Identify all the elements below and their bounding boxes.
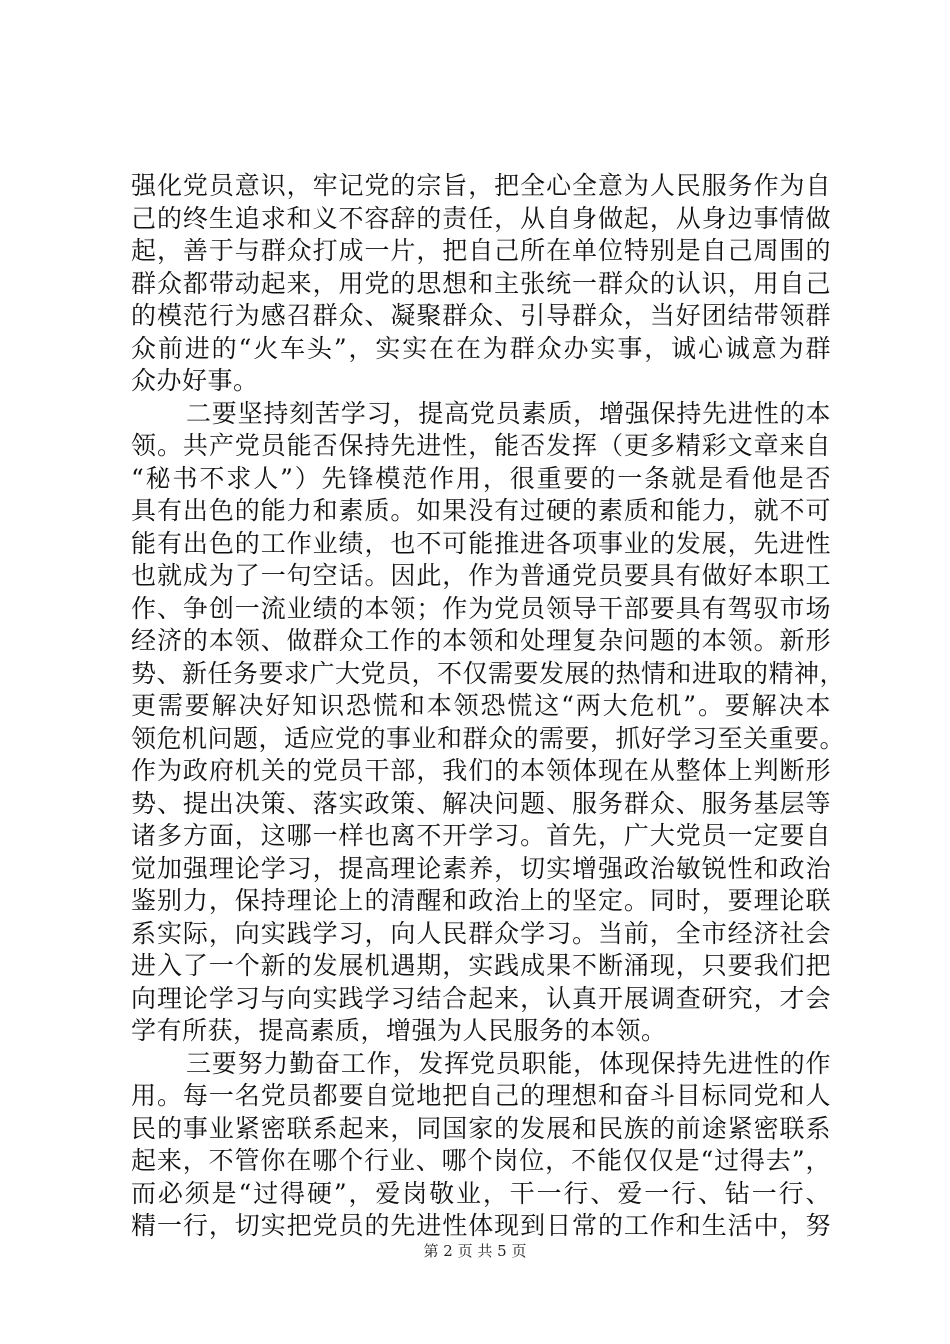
- text-line: 群众都带动起来，用党的思想和主张统一群众的认识，用自己: [131, 268, 831, 298]
- text-line: 作为政府机关的党员干部，我们的本领体现在从整体上判断形: [131, 756, 831, 785]
- body-text: [131, 170, 846, 1243]
- page-number-footer: 第 2 页 共 5 页: [423, 1242, 527, 1260]
- text-line: 势、新任务要求广大党员，不仅需要发展的热情和进取的精神，: [131, 658, 846, 688]
- paragraph-start-line: 二要坚持刻苦学习，提高党员素质，增强保持先进性的本: [186, 398, 831, 428]
- text-line: 进入了一个新的发展机遇期，实践成果不断涌现，只要我们把: [131, 951, 831, 980]
- text-line: 具有出色的能力和素质。如果没有过硬的素质和能力，就不可: [131, 496, 831, 525]
- paragraph-start-line: 三要努力勤奋工作，发挥党员职能，体现保持先进性的作: [186, 1048, 831, 1078]
- text-line: 鉴别力，保持理论上的清醒和政治上的坚定。同时，要理论联: [131, 886, 831, 915]
- text-line: “秘书不求人”）先锋模范作用，很重要的一条就是看他是否: [131, 463, 831, 493]
- text-line: 向理论学习与向实践学习结合起来，认真开展调查研究，才会: [131, 983, 831, 1013]
- text-line: 作、争创一流业绩的本领；作为党员领导干部要具有驾驭市场: [131, 593, 831, 623]
- text-line: 精一行，切实把党员的先进性体现到日常的工作和生活中，努: [131, 1211, 831, 1240]
- text-line: 觉加强理论学习，提高理论素养，切实增强政治敏锐性和政治: [131, 853, 831, 883]
- text-line: 众前进的“火车头”，实实在在为群众办实事，诚心诚意为群: [131, 333, 831, 363]
- text-line: 民的事业紧密联系起来，同国家的发展和民族的前途紧密联系: [131, 1113, 831, 1143]
- text-line: 强化党员意识，牢记党的宗旨，把全心全意为人民服务作为自: [131, 171, 831, 200]
- text-line: 众办好事。: [131, 366, 259, 395]
- text-line: 起，善于与群众打成一片，把自己所在单位特别是自己周围的: [131, 236, 831, 265]
- text-line: 势、提出决策、落实政策、解决问题、服务群众、服务基层等: [131, 788, 831, 818]
- text-line: 也就成为了一句空话。因此，作为普通党员要具有做好本职工: [131, 561, 831, 590]
- text-line: 起来，不管你在哪个行业、哪个岗位，不能仅仅是“过得去”，: [131, 1146, 831, 1175]
- text-line: 领。共产党员能否保持先进性，能否发挥（更多精彩文章来自: [131, 431, 831, 460]
- text-line: 更需要解决好知识恐慌和本领恐慌这“两大危机”。要解决本: [131, 691, 831, 720]
- text-line: 用。每一名党员都要自觉地把自己的理想和奋斗目标同党和人: [131, 1081, 831, 1110]
- text-line: 的模范行为感召群众、凝聚群众、引导群众，当好团结带领群: [131, 301, 831, 330]
- text-line: 能有出色的工作业绩，也不可能推进各项事业的发展，先进性: [131, 528, 831, 558]
- text-line: 经济的本领、做群众工作的本领和处理复杂问题的本领。新形: [131, 626, 831, 655]
- text-line: 学有所获，提高素质，增强为人民服务的本领。: [131, 1016, 667, 1045]
- text-line: 己的终生追求和义不容辞的责任，从自身做起，从身边事情做: [131, 203, 831, 233]
- text-line: 领危机问题，适应党的事业和群众的需要，抓好学习至关重要。: [131, 723, 846, 753]
- text-line: 系实际，向实践学习，向人民群众学习。当前，全市经济社会: [131, 918, 831, 948]
- text-line: 诸多方面，这哪一样也离不开学习。首先，广大党员一定要自: [131, 821, 831, 850]
- text-line: 而必须是“过得硬”，爱岗敬业，干一行、爱一行、钻一行、: [131, 1178, 831, 1208]
